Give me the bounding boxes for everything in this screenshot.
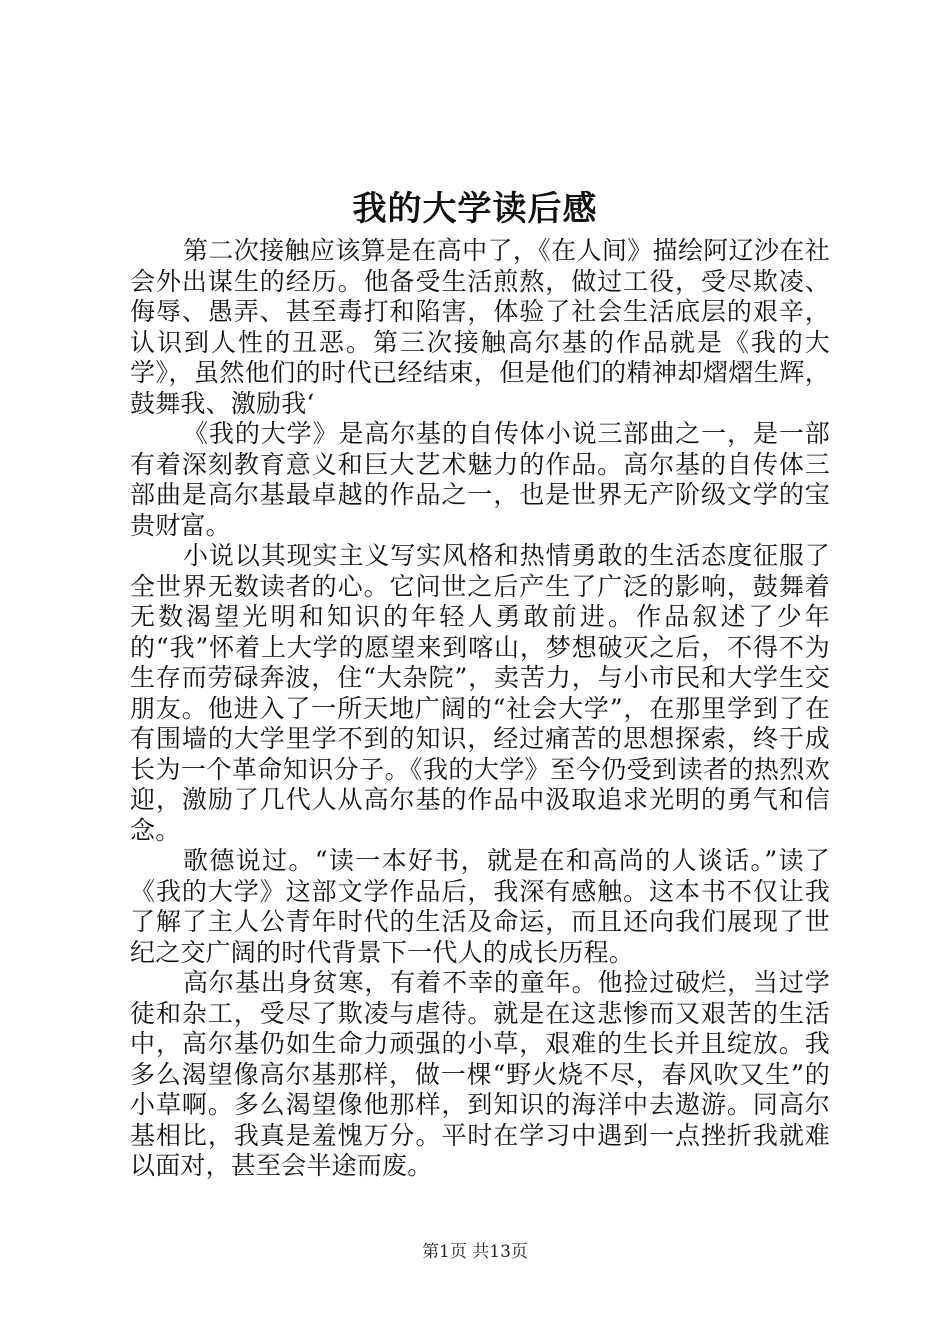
document-title: 我的大学读后感 <box>352 189 598 229</box>
paragraph-5: 高尔基出身贫寒，有着不幸的童年。他捡过破烂，当过学徒和杂工，受尽了欺凌与虐待。就是在这悲惨而又艰苦的生活中，高尔基仍如生命力顽强的小草，艰难的生长并且绽放。我多么渴望像高尔基那样，做一棵“野火烧不尽，春风吹又生”的小草啊。多么渴望像他那样，到知识的海洋中去遨游。同高尔基相比，我真是羞愧万分。平时在学习中遇到一点挫折我就难以面对，甚至会半途而废。 <box>130 968 830 1180</box>
paragraph-4: 歌德说过。“读一本好书，就是在和高尚的人谈话。”读了《我的大学》这部文学作品后，我深有感触。这本书不仅让我了解了主人公青年时代的生活及命运，而且还向我们展现了世纪之交广阔的时代背景下一代人的成长历程。 <box>130 846 830 967</box>
paragraph-2: 《我的大学》是高尔基的自传体小说三部曲之一，是一部有着深刻教育意义和巨大艺术魅力的作品。高尔基的自传体三部曲是高尔基最卓越的作品之一，也是世界无产阶级文学的宝贵财富。 <box>130 419 830 540</box>
paragraph-3: 小说以其现实主义写实风格和热情勇敢的生活态度征服了全世界无数读者的心。它问世之后产生了广泛的影响，鼓舞着无数渴望光明和知识的年轻人勇敢前进。作品叙述了少年的“我”怀着上大学的愿望来到喀山，梦想破灭之后，不得不为生存而劳碌奔波，住“大杂院”，卖苦力，与小市民和大学生交朋友。他进入了一所天地广阔的“社会大学”，在那里学到了在有围墙的大学里学不到的知识，经过痛苦的思想探索，终于成长为一个革命知识分子。《我的大学》至今仍受到读者的热烈欢迎，激励了几代人从高尔基的作品中汲取追求光明的勇气和信念。 <box>130 541 830 845</box>
page-footer: 第1页 共13页 <box>422 1242 528 1262</box>
paragraph-1: 第二次接触应该算是在高中了，《在人间》描绘阿辽沙在社会外出谋生的经历。他备受生活煎熬，做过工役，受尽欺凌、侮辱、愚弄、甚至毒打和陷害，体验了社会生活底层的艰辛，认识到人性的丑恶。第三次接触高尔基的作品就是《我的大学》，虽然他们的时代已经结束，但是他们的精神却熠熠生辉，鼓舞我、激励我‘ <box>130 236 830 418</box>
document-body <box>130 236 830 1182</box>
